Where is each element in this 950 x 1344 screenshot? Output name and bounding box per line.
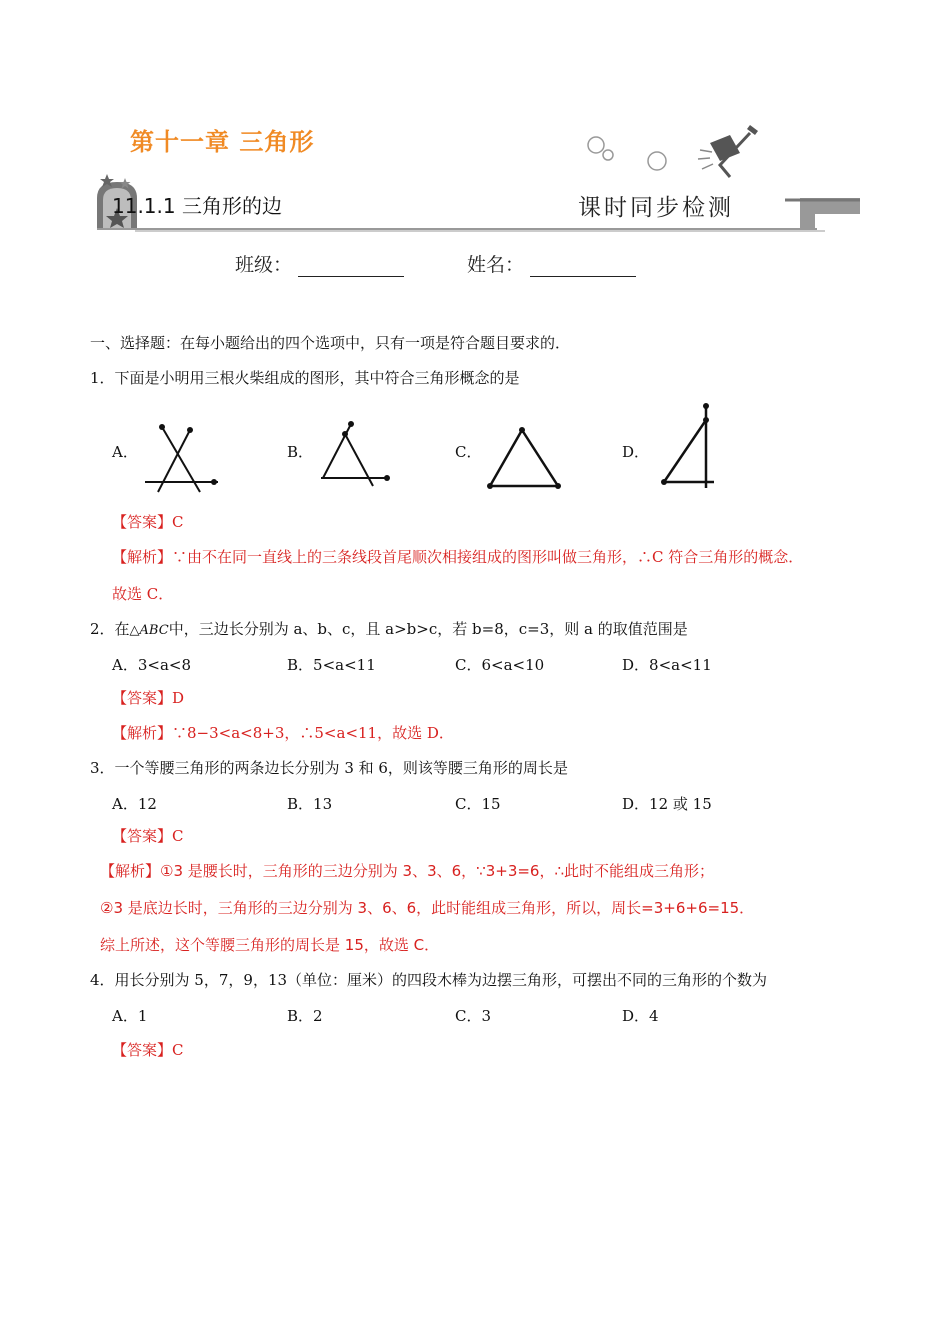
q3-stem: 3．一个等腰三角形的两条边长分别为 3 和 6，则该等腰三角形的周长是 — [90, 759, 568, 777]
q4-option-a: A．1 — [112, 1007, 148, 1025]
q3-option-c: C．15 — [455, 795, 501, 813]
sync-check-label: 课时同步检测 — [578, 195, 734, 221]
q2-stem-prefix: 2．在 — [90, 620, 130, 638]
q3-option-b: B．13 — [287, 795, 333, 813]
q1-option-b-label: B． — [287, 443, 314, 461]
q1-answer: 【答案】C — [112, 513, 184, 531]
q1-option-a-figure — [140, 422, 220, 496]
q2-option-b: B．5<a<11 — [287, 656, 376, 674]
class-label: 班级： — [235, 254, 293, 276]
q1-analysis-conclusion: 故选 C． — [112, 585, 174, 603]
name-blank[interactable] — [530, 258, 636, 277]
class-blank[interactable] — [298, 258, 404, 277]
section-title: 11.1.1 三角形的边 — [112, 194, 282, 218]
q2-option-d: D．8<a<11 — [622, 656, 712, 674]
q4-option-b: B．2 — [287, 1007, 323, 1025]
q2-analysis: 【解析】∵8−3<a<8+3，∴5<a<11，故选 D． — [112, 724, 454, 742]
name-label: 姓名： — [467, 254, 525, 276]
q1-analysis: 【解析】∵由不在同一直线上的三条线段首尾顺次相接组成的图形叫做三角形，∴C 符合三角形的概念． — [112, 548, 804, 566]
q3-analysis-case-1: 【解析】①3 是腰长时，三角形的三边分别为 3、3、6，∵3+3=6，∴此时不能组成三角形； — [100, 862, 715, 880]
q4-stem: 4．用长分别为 5，7，9，13（单位：厘米）的四段木棒为边摆三角形，可摆出不同的三角形的个数为 — [90, 971, 768, 989]
q1-option-a-label: A． — [112, 443, 138, 461]
q2-triangle-label: △ABC — [129, 623, 169, 638]
q3-option-a: A．12 — [112, 795, 157, 813]
q1-option-d-figure — [656, 402, 726, 494]
q1-option-c-label: C． — [455, 443, 482, 461]
q4-answer: 【答案】C — [112, 1041, 184, 1059]
name-field[interactable] — [467, 250, 636, 277]
q3-analysis-summary: 综上所述，这个等腰三角形的周长是 15，故选 C． — [100, 936, 440, 954]
q2-option-a: A．3<a<8 — [112, 656, 191, 674]
q2-answer: 【答案】D — [112, 689, 185, 707]
q3-answer: 【答案】C — [112, 827, 184, 845]
q1-option-d-label: D． — [622, 443, 650, 461]
q2-option-c: C．6<a<10 — [455, 656, 545, 674]
q2-stem — [90, 619, 688, 641]
q4-option-c: C．3 — [455, 1007, 492, 1025]
q1-option-c-figure — [484, 424, 564, 492]
q2-stem-rest: 中，三边长分别为 a、b、c，且 a>b>c，若 b=8，c=3，则 a 的取值范围是 — [168, 620, 688, 638]
q3-analysis-case-2: ②3 是底边长时，三角形的三边分别为 3、6、6，此时能组成三角形，所以，周长=3+6+6=15． — [100, 899, 755, 917]
section-heading: 一、选择题：在每小题给出的四个选项中，只有一项是符合题目要求的． — [90, 334, 571, 352]
q1-stem: 1．下面是小明用三根火柴组成的图形，其中符合三角形概念的是 — [90, 369, 520, 387]
q4-option-d: D．4 — [622, 1007, 659, 1025]
class-field[interactable] — [235, 250, 404, 277]
q1-option-b-figure — [315, 420, 395, 492]
q3-option-d: D．12 或 15 — [622, 795, 712, 813]
chapter-title: 第十一章 三角形 — [130, 128, 315, 156]
